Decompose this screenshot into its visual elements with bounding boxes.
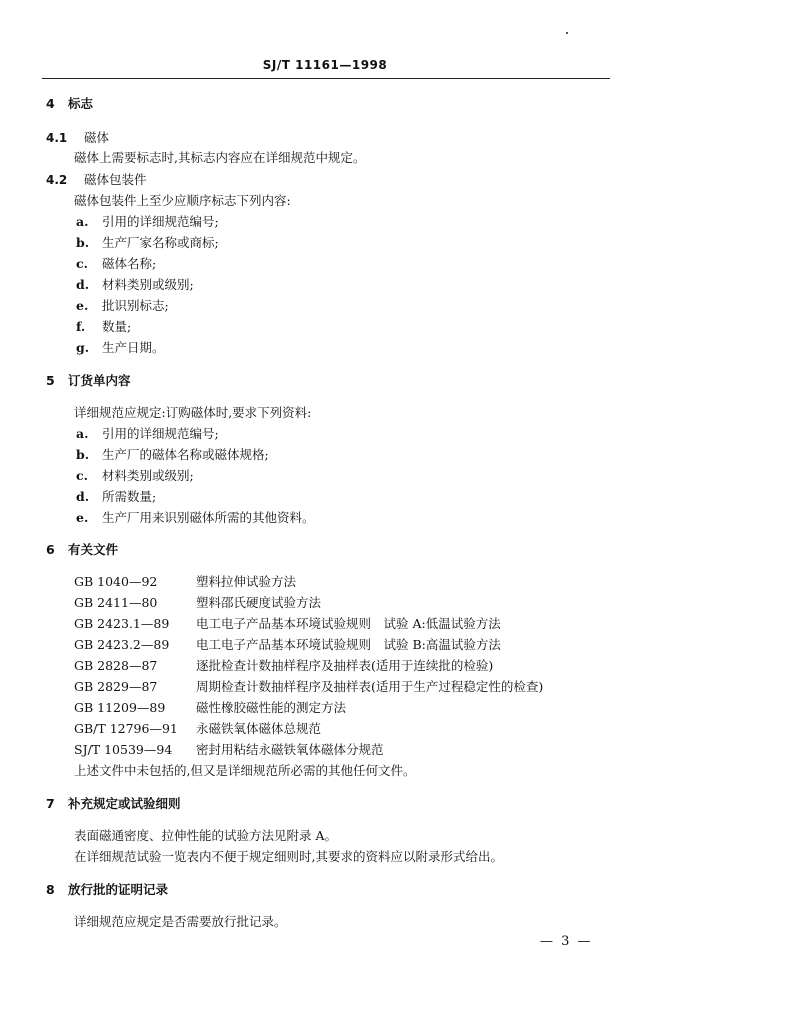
paragraph: 详细规范应规定是否需要放行批记录。 — [74, 914, 287, 929]
section-title: 放行批的证明记录 — [68, 882, 169, 897]
list-text: 引用的详细规范编号; — [102, 426, 219, 441]
list-label: a. — [76, 426, 89, 441]
list-label: d. — [76, 489, 90, 504]
reference-title: 磁性橡胶磁性能的测定方法 — [196, 700, 347, 715]
reference-title: 逐批检查计数抽样程序及抽样表(适用于连续批的检验) — [196, 658, 494, 673]
section-title: 补充规定或试验细则 — [68, 796, 181, 811]
subsection-number: 4.1 — [46, 131, 68, 145]
subsection-title: 磁体包装件 — [84, 172, 147, 187]
paragraph: 表面磁通密度、拉伸性能的试验方法见附录 A。 — [74, 828, 338, 843]
reference-code: GB/T 12796—91 — [74, 721, 178, 736]
section-title: 标志 — [68, 96, 94, 111]
reference-code: GB 2411—80 — [74, 595, 158, 610]
subsection-number: 4.2 — [46, 173, 68, 187]
reference-code: SJ/T 10539—94 — [74, 742, 173, 757]
list-label: c. — [76, 256, 88, 271]
list-label: b. — [76, 447, 90, 462]
paragraph: 上述文件中未包括的,但又是详细规范所必需的其他任何文件。 — [74, 763, 416, 778]
list-label: f. — [76, 319, 86, 334]
paragraph: 详细规范应规定:订购磁体时,要求下列资料: — [74, 405, 312, 420]
list-label: g. — [76, 340, 90, 355]
list-text: 生产厂用来识别磁体所需的其他资料。 — [102, 510, 315, 525]
section-title: 订货单内容 — [68, 373, 131, 388]
reference-title: 塑料邵氏硬度试验方法 — [196, 595, 322, 610]
list-text: 生产厂的磁体名称或磁体规格; — [102, 447, 269, 462]
list-text: 批识别标志; — [102, 298, 169, 313]
reference-title: 周期检查计数抽样程序及抽样表(适用于生产过程稳定性的检查) — [196, 679, 544, 694]
reference-code: GB 1040—92 — [74, 574, 158, 589]
section-number: 5 — [46, 373, 55, 388]
reference-code: GB 2423.1—89 — [74, 616, 170, 631]
reference-code: GB 2829—87 — [74, 679, 158, 694]
list-text: 生产日期。 — [102, 340, 165, 355]
list-text: 引用的详细规范编号; — [102, 214, 219, 229]
reference-title: 密封用粘结永磁铁氧体磁体分规范 — [196, 742, 384, 757]
list-text: 数量; — [102, 319, 132, 334]
reference-title: 电工电子产品基本环境试验规则 试验 B:高温试验方法 — [196, 637, 501, 652]
list-text: 所需数量; — [102, 489, 157, 504]
reference-code: GB 2828—87 — [74, 658, 158, 673]
list-text: 材料类别或级别; — [102, 468, 194, 483]
paragraph: 磁体包装件上至少应顺序标志下列内容: — [74, 193, 291, 208]
reference-code: GB 2423.2—89 — [74, 637, 170, 652]
list-label: e. — [76, 510, 89, 525]
list-label: a. — [76, 214, 89, 229]
paragraph: 在详细规范试验一览表内不便于规定细则时,其要求的资料应以附录形式给出。 — [74, 849, 503, 864]
list-text: 材料类别或级别; — [102, 277, 194, 292]
list-text: 生产厂家名称或商标; — [102, 235, 219, 250]
reference-title: 塑料拉伸试验方法 — [196, 574, 297, 589]
reference-title: 电工电子产品基本环境试验规则 试验 A:低温试验方法 — [196, 616, 501, 631]
list-label: d. — [76, 277, 90, 292]
page-number: — 3 — — [540, 934, 593, 949]
standard-code: SJ/T 11161—1998 — [262, 58, 388, 72]
section-title: 有关文件 — [68, 542, 119, 557]
list-text: 磁体名称; — [102, 256, 157, 271]
section-number: 7 — [46, 796, 55, 811]
list-label: b. — [76, 235, 90, 250]
scan-speck — [566, 32, 568, 34]
section-number: 4 — [46, 96, 55, 111]
subsection-title: 磁体 — [84, 130, 110, 145]
header-rule — [42, 78, 610, 79]
section-number: 8 — [46, 882, 55, 897]
paragraph: 磁体上需要标志时,其标志内容应在详细规范中规定。 — [74, 150, 366, 165]
list-label: c. — [76, 468, 88, 483]
list-label: e. — [76, 298, 89, 313]
section-number: 6 — [46, 542, 55, 557]
reference-title: 永磁铁氧体磁体总规范 — [196, 721, 322, 736]
reference-code: GB 11209—89 — [74, 700, 166, 715]
